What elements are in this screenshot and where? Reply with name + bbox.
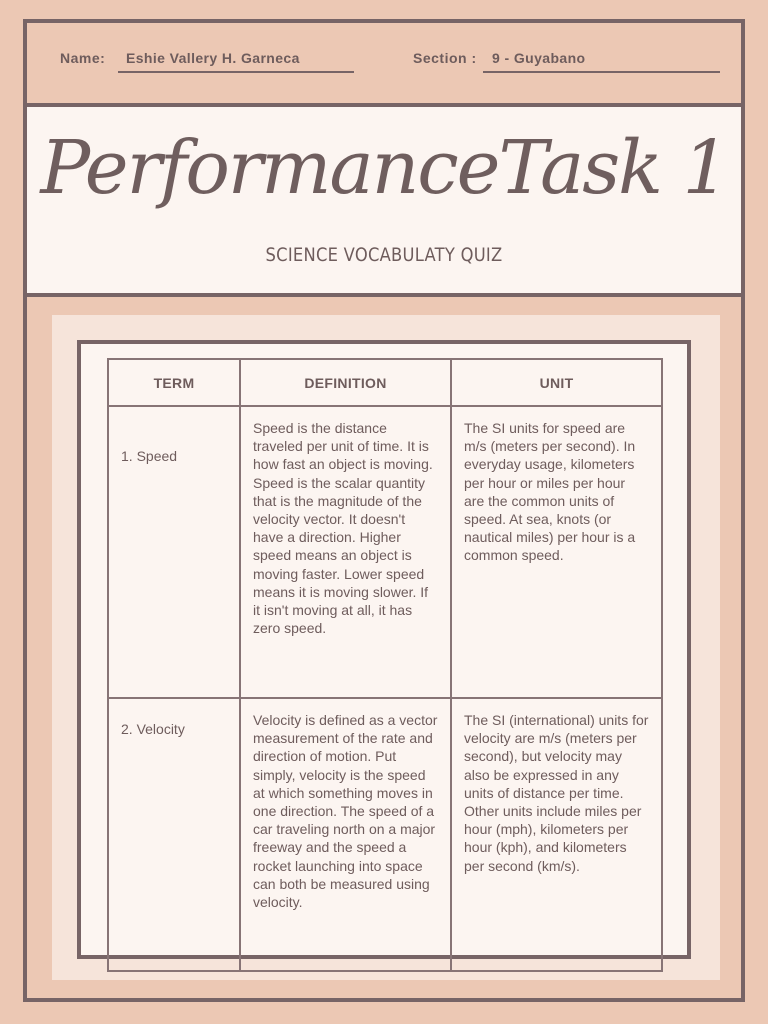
- unit-column-header: UNIT: [451, 359, 662, 406]
- term-cell: 2. Velocity: [108, 698, 240, 971]
- vocabulary-table: [107, 358, 663, 972]
- table-header-row: [108, 359, 662, 406]
- term-cell: 1. Speed: [108, 406, 240, 698]
- section-value: 9 - Guyabano: [492, 50, 586, 66]
- vocabulary-card: [77, 340, 691, 959]
- header-strip: [27, 23, 741, 107]
- section-label: Section :: [413, 50, 477, 66]
- unit-cell: The SI (international) units for velocity are m/s (meters per second), but velocity may also be expressed in any units of distance per time. Other units include miles per hour (mph), kilometers per hour (kph), and kilometers per second (km/s).: [451, 698, 662, 971]
- table-row: [108, 698, 662, 971]
- definition-cell: Speed is the distance traveled per unit of time. It is how fast an object is moving. Speed is the scalar quantity that is the magnitude of the velocity vector. It doesn't have a direction. Higher speed means an object is moving faster. Lower speed means it is moving slower. If it isn't moving at all, it has zero speed.: [240, 406, 451, 698]
- page-title: PerformanceTask 1: [40, 125, 728, 211]
- definition-column-header: DEFINITION: [240, 359, 451, 406]
- name-label: Name:: [60, 50, 106, 66]
- name-value: Eshie Vallery H. Garneca: [126, 50, 300, 66]
- unit-cell: The SI units for speed are m/s (meters per second). In everyday usage, kilometers per hour or miles per hour are the common units of speed. At sea, knots (or nautical miles) per hour is a common speed.: [451, 406, 662, 698]
- definition-cell: Velocity is defined as a vector measurement of the rate and direction of motion. Put simply, velocity is the speed at which something moves in one direction. The speed of a car traveling north on a major freeway and the speed a rocket launching into space can both be measured using velocity.: [240, 698, 451, 971]
- table-row: [108, 406, 662, 698]
- title-band: [27, 107, 741, 297]
- name-underline: [118, 71, 354, 73]
- page-subtitle: SCIENCE VOCABULATY QUIZ: [265, 244, 503, 266]
- term-column-header: TERM: [108, 359, 240, 406]
- section-underline: [483, 71, 720, 73]
